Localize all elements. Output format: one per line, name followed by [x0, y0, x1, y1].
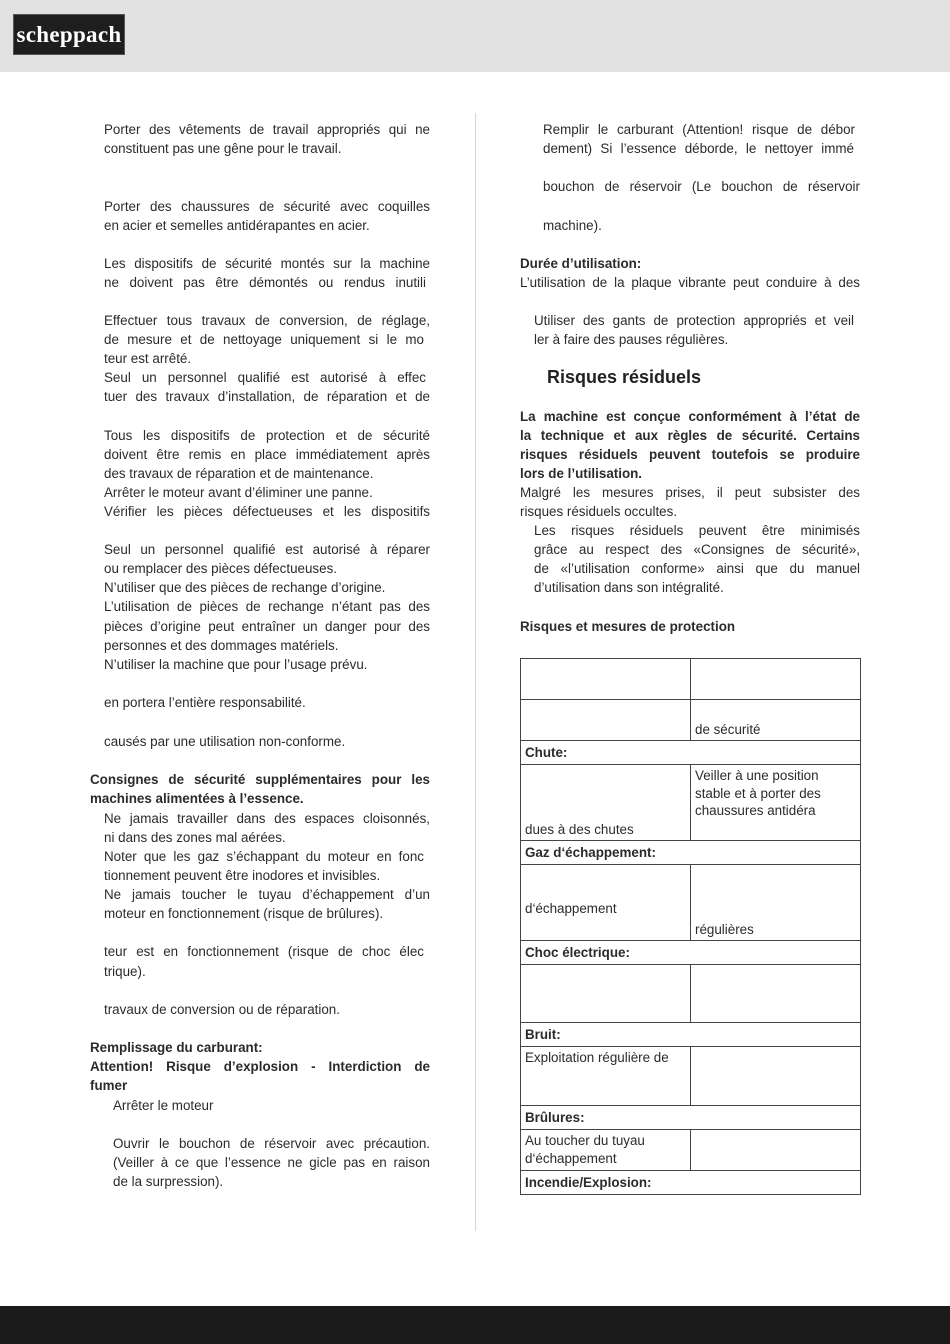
table-cell: Exploitation régulière de — [521, 1047, 691, 1106]
text-line: Noter que les gaz s’échappant du moteur en fonc — [104, 849, 424, 864]
table-cell: dues à des chutes — [521, 765, 691, 841]
text-line: moteur en fonctionnement (risque de brûlures). — [104, 906, 384, 921]
text-line: risques résiduels peuvent toutefois se produire — [520, 447, 860, 462]
brand-logo: scheppach — [13, 14, 125, 55]
text-line: de la surpression). — [113, 1174, 224, 1189]
table-section-header: Chute: — [521, 741, 861, 765]
table-cell — [691, 659, 861, 700]
text-line: personnes et des dommages matériels. — [104, 638, 339, 653]
table-row — [521, 865, 861, 941]
text-line: la technique et aux règles de sécurité. Certains — [520, 428, 860, 443]
table-row — [521, 841, 861, 865]
table-row — [521, 1023, 861, 1047]
table-cell — [691, 965, 861, 1023]
text-line: Vérifier les pièces défectueuses et les dispositifs — [104, 504, 430, 519]
text-line: Porter des chaussures de sécurité avec coquilles — [104, 199, 430, 214]
text-line: pièces d’origine peut entraîner un danger pour des — [104, 619, 430, 634]
text-line: L’utilisation de la plaque vibrante peut conduire à des — [520, 275, 860, 290]
text-line: bouchon de réservoir (Le bouchon de réservoir — [543, 179, 860, 194]
text-line: ou remplacer des pièces défectueuses. — [104, 561, 337, 576]
section-heading: Consignes de sécurité supplémentaires pour les — [90, 772, 430, 787]
text-line: trique). — [104, 964, 146, 979]
cell-line: d‘échappement — [525, 1150, 617, 1166]
text-line: constituent pas une gêne pour le travail. — [104, 141, 342, 156]
top-header-bar — [0, 0, 950, 72]
table-row — [521, 659, 861, 700]
table-cell — [691, 765, 861, 841]
text-line: Arrêter le moteur avant d’éliminer une panne. — [104, 485, 373, 500]
table-cell — [521, 965, 691, 1023]
table-row — [521, 1047, 861, 1106]
section-heading: Durée d’utilisation: — [520, 256, 642, 271]
table-cell — [691, 1047, 861, 1106]
text-line: ne doivent pas être démontés ou rendus inutili — [104, 275, 426, 290]
table-row — [521, 1106, 861, 1130]
text-line: Ne jamais travailler dans des espaces cloisonnés, — [104, 811, 430, 826]
text-line: teur est en fonctionnement (risque de choc élec — [104, 944, 424, 959]
text-line: en portera l’entière responsabilité. — [104, 695, 306, 710]
cell-line: stable et à porter des — [695, 785, 821, 801]
table-cell — [521, 1130, 691, 1171]
text-line: grâce au respect des «Consignes de sécurité», — [534, 542, 860, 557]
text-line: dement) Si l’essence déborde, le nettoyer immé — [543, 141, 854, 156]
table-cell — [521, 700, 691, 741]
table-row — [521, 700, 861, 741]
table-row — [521, 941, 861, 965]
text-line: tuer des travaux d’installation, de réparation et de — [104, 389, 430, 404]
cell-line: Au toucher du tuyau — [525, 1133, 645, 1148]
page-section-title: Risques résiduels — [547, 367, 702, 387]
table-row — [521, 965, 861, 1023]
text-line: Ne jamais toucher le tuyau d’échappement d’un — [104, 887, 430, 902]
text-line: en acier et semelles antidérapantes en acier. — [104, 218, 370, 233]
cell-line: chaussures antidéra — [695, 803, 816, 818]
table-title: Risques et mesures de protection — [520, 619, 736, 634]
section-heading: Attention! Risque d’explosion - Interdiction de — [90, 1059, 430, 1074]
paragraph-work-clothes — [104, 120, 430, 139]
text-line: (Veiller à ce que l’essence ne gicle pas en raison — [113, 1155, 430, 1170]
table-cell: de sécurité — [691, 700, 861, 741]
text-line: Seul un personnel qualifié est autorisé à réparer — [104, 542, 430, 557]
table-section-header: Incendie/Explosion: — [521, 1171, 861, 1195]
text-line: N’utiliser la machine que pour l’usage prévu. — [104, 657, 368, 672]
text-line: N’utiliser que des pièces de rechange d’origine. — [104, 580, 386, 595]
text-line: doivent être remis en place immédiatement après — [104, 447, 430, 462]
section-heading: Remplissage du carburant: — [90, 1040, 263, 1055]
table-section-header: Gaz d‘échappement: — [521, 841, 861, 865]
text-line: Seul un personnel qualifié est autorisé à effec — [104, 370, 426, 385]
table-cell: régulières — [691, 865, 861, 941]
table-section-header: Choc électrique: — [521, 941, 861, 965]
text-line: Effectuer tous travaux de conversion, de réglage, — [104, 313, 430, 328]
table-cell: d‘échappement — [521, 865, 691, 941]
table-row — [521, 741, 861, 765]
text-line: travaux de conversion ou de réparation. — [104, 1002, 340, 1017]
text-line: Remplir le carburant (Attention! risque de débor — [543, 122, 855, 137]
text-line: Malgré les mesures prises, il peut subsister des — [520, 485, 860, 500]
text-line: Les dispositifs de sécurité montés sur la machine — [104, 256, 430, 271]
text-line: d’utilisation dans son intégralité. — [534, 580, 724, 595]
table-cell — [521, 659, 691, 700]
section-heading: fumer — [90, 1078, 128, 1093]
text-line: Tous les dispositifs de protection et de sécurité — [104, 428, 430, 443]
text-line: L’utilisation de pièces de rechange n’étant pas des — [104, 599, 430, 614]
text-line: des travaux de réparation et de maintenance. — [104, 466, 374, 481]
text-line: La machine est conçue conformément à l’état de — [520, 409, 860, 424]
table-row — [521, 1171, 861, 1195]
text-line: de «l’utilisation conforme» ainsi que du manuel — [534, 561, 860, 576]
text-line: risques résiduels occultes. — [520, 504, 678, 519]
table-section-header: Bruit: — [521, 1023, 861, 1047]
text-line: Porter des vêtements de travail appropriés qui ne — [104, 122, 430, 137]
text-line: tionnement peuvent être inodores et invisibles. — [104, 868, 381, 883]
text-line: teur est arrêté. — [104, 351, 192, 366]
column-divider — [475, 113, 476, 1231]
text-line: causés par une utilisation non-conforme. — [104, 734, 346, 749]
text-line: Ouvrir le bouchon de réservoir avec précaution. — [113, 1136, 430, 1151]
text-line: machine). — [543, 218, 602, 233]
text-line: de mesure et de nettoyage uniquement si le mo — [104, 332, 424, 347]
text-line: ler à faire des pauses régulières. — [534, 332, 729, 347]
table-row — [521, 765, 861, 841]
text-line: lors de l’utilisation. — [520, 466, 643, 481]
table-cell — [691, 1130, 861, 1171]
section-heading: machines alimentées à l’essence. — [90, 791, 304, 806]
text-line: ni dans des zones mal aérées. — [104, 830, 286, 845]
table-row — [521, 1130, 861, 1171]
text-line: Les risques résiduels peuvent être minimisés — [534, 523, 860, 538]
cell-line: Veiller à une position — [695, 768, 819, 783]
table-section-header: Brûlures: — [521, 1106, 861, 1130]
risk-table — [520, 658, 861, 1195]
text-line: Utiliser des gants de protection appropriés et veil — [534, 313, 854, 328]
footer-bar — [0, 1306, 950, 1344]
text-line: Arrêter le moteur — [113, 1098, 214, 1113]
